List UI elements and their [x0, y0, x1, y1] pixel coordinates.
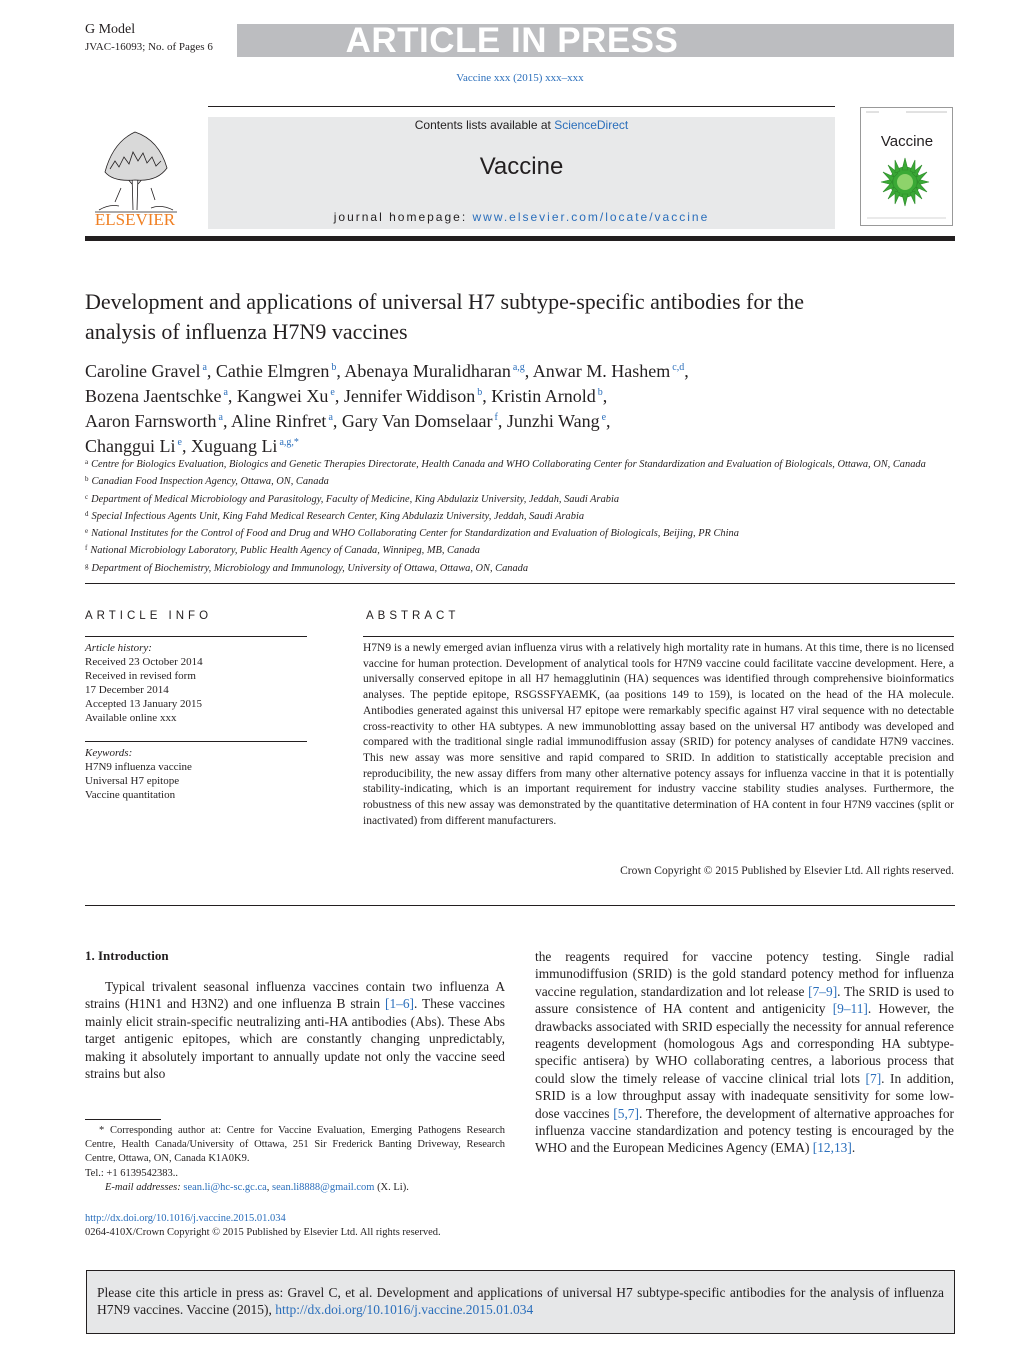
elsevier-tree-icon	[85, 114, 185, 228]
keyword-item: H7N9 influenza vaccine	[85, 761, 192, 773]
elsevier-wordmark: ELSEVIER	[94, 210, 176, 228]
affiliation-label: e	[85, 527, 89, 536]
body-text: . The SRID is used to assure consistence of HA content and antigenicity	[535, 983, 954, 1017]
cite-doi-link[interactable]: http://dx.doi.org/10.1016/j.vaccine.2015.01.034	[275, 1302, 534, 1317]
author-name[interactable]: Changgui Li	[85, 436, 176, 456]
masthead-top-rule	[208, 106, 835, 107]
journal-code	[85, 41, 213, 54]
email-link-1[interactable]: sean.li@hc-sc.gc.ca	[183, 1181, 267, 1193]
author-affiliation-marker[interactable]: a,g	[512, 362, 525, 373]
affiliation-label: f	[85, 544, 88, 553]
article-info-heading: ARTICLE INFO	[85, 610, 213, 622]
cite-this-article-box	[86, 1270, 955, 1334]
body-text: . However, the drawbacks associated with SRID especially the necessity for annual reference reagents development (homologous Ags and corresponding HA subtype-specific antisera) by WHO collaborating centres, a laborious process that could slow the timely release of vaccine clinical trial lots	[535, 1001, 954, 1086]
history-item: Received 23 October 2014	[85, 656, 203, 668]
author-affiliation-marker[interactable]: a	[218, 412, 223, 423]
affiliation-item	[85, 524, 955, 541]
affiliation-text: Centre for Biologics Evaluation, Biologics and Genetic Therapies Directorate, Health Canada and WHO Collaborating Center for Standardization and Evaluation of Biologicals, Ottawa, ON, Canada	[91, 459, 926, 470]
email-link-2[interactable]: sean.li8888@gmail.com	[272, 1181, 375, 1193]
article-in-press-banner: ARTICLE IN PRESS	[345, 21, 679, 60]
author-separator: ,	[336, 361, 345, 381]
affiliation-item	[85, 541, 955, 558]
author-separator: ,	[222, 411, 231, 431]
author-separator: ,	[606, 411, 611, 431]
affiliation-label: b	[85, 475, 89, 484]
affiliation-item	[85, 472, 955, 489]
author-separator: ,	[524, 361, 533, 381]
footnote-mark: *	[99, 1125, 105, 1136]
keywords-rule	[85, 741, 307, 742]
telephone: Tel.: +1 6139542383..	[85, 1167, 178, 1179]
masthead-bottom-rule	[85, 236, 955, 241]
keyword-item: Vaccine quantitation	[85, 789, 176, 801]
author-affiliation-marker[interactable]: a	[223, 387, 228, 398]
affiliation-label: g	[85, 561, 89, 570]
author-affiliation-marker[interactable]: f	[494, 412, 498, 423]
cover-title: Vaccine	[880, 133, 934, 150]
history-item: Received in revised form	[85, 670, 196, 682]
affiliation-item	[85, 507, 955, 524]
author-affiliation-marker[interactable]: e	[601, 412, 607, 423]
body-text: .	[851, 1140, 856, 1156]
body-text: . Therefore, the development of alternative approaches for influenza vaccine standardization and potency testing is encouraged by the WHO and the European Medicines Agency (EMA)	[535, 1105, 954, 1156]
author-separator: ,	[497, 411, 507, 431]
author-separator: ,	[602, 386, 608, 406]
elsevier-logo[interactable]	[85, 114, 185, 228]
journal-homepage	[208, 209, 835, 225]
author-affiliation-marker[interactable]: c,d	[672, 362, 685, 373]
affiliation-item	[85, 455, 955, 472]
affiliation-text: Department of Biochemistry, Microbiology and Immunology, University of Ottawa, Ottawa, ON, Canada	[91, 562, 529, 574]
author-affiliation-marker[interactable]: a	[202, 362, 207, 373]
affiliation-list	[85, 455, 955, 576]
vaccine-cover-icon	[861, 108, 952, 225]
citation-link[interactable]: [5,7]	[613, 1105, 639, 1121]
issn-copyright: 0264-410X/Crown Copyright © 2015 Published by Elsevier Ltd. All rights reserved.	[85, 1227, 441, 1239]
body-text: the reagents required for vaccine potency testing. Single radial immunodiffusion (SRID) is the gold standard potency method for influenza vaccine regulation, standardization and lot release	[535, 949, 954, 999]
affiliation-item	[85, 490, 955, 507]
author-name[interactable]: Kangwei Xu	[236, 386, 329, 406]
keyword-item: Universal H7 epitope	[85, 775, 180, 787]
keywords	[85, 746, 307, 802]
affiliation-text: National Institutes for the Control of Food and Drug and WHO Collaborating Center for Standardization and Evaluation of Biologicals, Beijing, PR China	[91, 528, 739, 540]
affiliation-text: Special Infectious Agents Unit, King Fahd Medical Research Center, King Abdulaziz University, Jeddah, Saudi Arabia	[91, 510, 585, 522]
author-separator: ,	[684, 361, 689, 381]
author-name[interactable]: Junzhi Wang	[506, 411, 600, 431]
author-name[interactable]: Bozena Jaentschke	[85, 386, 222, 406]
author-name[interactable]: Cathie Elmgren	[215, 361, 330, 381]
affiliation-item	[85, 559, 955, 576]
author-separator: ,	[206, 361, 216, 381]
author-affiliation-marker[interactable]: b	[331, 362, 337, 373]
page-count: No. of Pages 6	[148, 41, 213, 53]
contents-prefix: Contents lists available at	[414, 118, 551, 132]
corresponding-author-footnote: * Corresponding author at: Centre for Vaccine Evaluation, Emerging Pathogens Research Centre, Health Canada/University of Ottawa, 251 Sir Frederick Banting Driveway, Research Centre, Ottawa, ON, Canada K1A0K9. Tel.: +1 6139542383.. E-mail addresses: sean.li@hc-sc.gc.ca, sean.li8888@gmail.com (X. Li).	[85, 1125, 506, 1193]
doi-link[interactable]: http://dx.doi.org/10.1016/j.vaccine.2015.01.034	[85, 1213, 286, 1224]
contents-available	[208, 117, 835, 133]
citation-link[interactable]: [7–9]	[808, 983, 838, 999]
history-item: 17 December 2014	[85, 684, 169, 696]
author-separator: ,	[181, 436, 191, 456]
author-affiliation-marker[interactable]: b	[597, 387, 603, 398]
affiliation-text: Department of Medical Microbiology and Parasitology, Faculty of Medicine, King Abdulaziz University, Jeddah, Saudi Arabia	[91, 493, 620, 505]
author-name[interactable]: Aaron Farnsworth	[85, 411, 217, 431]
author-name[interactable]: Caroline Gravel	[85, 361, 201, 381]
abstract-text: H7N9 is a newly emerged avian influenza virus with a relatively high mortality rate in humans. At this time, there is no licensed vaccine for human protection. Development of analytical tools for H7N9 vaccine could facilitate vaccine development. Here, a universally conserved epitope in all H7 hemagglutinin (HA) sequences was identified through comprehensive bioinformatics analyses. The peptide epitope, RSGSSFYAEMK, (aa positions 149 to 159), is located on the head of the HA molecule. Antibodies generated against this universal H7 epitope were remarkably specific against H7 viral sequence with no detectable cross-reactivity to other HA subtypes. A new immunoblotting assay based on the universal H7 antibody was developed and compared with the traditional single radial immunodiffusion assay (SRID) for potency analyses of candidate H7N9 vaccines. This new assay was more sensitive and rapid compared to SRID. In addition to statistically acceptable precision and reproducibility, the new assay differs from many other alternative potency assays for influenza vaccine in that it is potentially stability-indicating, which is an important requirement for industry vaccine stability studies analyses. Furthermore, the robustness of this new assay was demonstrated by the quantitative determination of HA content in four H7N9 vaccines (split or inactivated) from different manufacturers.	[363, 642, 954, 827]
body-text: . These vaccines mainly elicit strain-specific neutralizing anti-HA antibodies (Abs). These Abs target antigenic epitopes, which are constantly changing unpredictably, making it absolutely important to annually update not only the vaccine seed strains but also	[85, 996, 505, 1082]
author-list	[85, 357, 955, 457]
author-separator: ,	[332, 411, 342, 431]
author-affiliation-marker[interactable]: a,g,*	[279, 437, 299, 448]
history-item: Available online xxx	[85, 712, 177, 724]
sciencedirect-link[interactable]: ScienceDirect	[554, 118, 629, 132]
affiliation-text: National Microbiology Laboratory, Public Health Agency of Canada, Winnipeg, MB, Canada	[90, 545, 480, 557]
section-heading: 1. Introduction	[85, 948, 169, 963]
author-separator: ,	[227, 386, 237, 406]
journal-code-id: JVAC-16093;	[85, 41, 146, 53]
journal-cover-thumbnail[interactable]	[860, 107, 953, 226]
author-name[interactable]: Jennifer Widdison	[343, 386, 476, 406]
author-name[interactable]: Xuguang Li	[190, 436, 278, 456]
citation-link[interactable]: [1–6]	[384, 996, 414, 1012]
author-separator: ,	[482, 386, 492, 406]
homepage-prefix: journal homepage:	[333, 210, 468, 224]
citation-link[interactable]: [12,13]	[812, 1140, 852, 1156]
section-rule	[85, 583, 955, 584]
g-model-label: G Model	[85, 22, 136, 37]
article-history	[85, 641, 307, 725]
journal-name: Vaccine	[479, 153, 564, 180]
body-column-left	[85, 978, 505, 1082]
body-rule	[85, 905, 955, 906]
author-name[interactable]: Kristin Arnold	[491, 386, 596, 406]
affiliation-label: a	[85, 458, 89, 466]
history-item: Accepted 13 January 2015	[85, 698, 202, 710]
abstract-copyright: Crown Copyright © 2015 Published by Elsevier Ltd. All rights reserved.	[620, 865, 954, 877]
author-name[interactable]: Abenaya Muralidharan	[344, 361, 511, 381]
body-text: . In addition, SRID is a low throughput assay with inadequate sensitivity for some low-dose vaccines	[535, 1070, 954, 1121]
footnote-rule	[85, 1119, 161, 1120]
cite-text: Please cite this article in press as: Gravel C, et al. Development and applications of universal H7 subtype-specific antibodies for the analysis of influenza H7N9 vaccines. Vaccine (2015),	[97, 1285, 944, 1317]
article-info-rule	[85, 636, 307, 637]
corresponding-text: Corresponding author at: Centre for Vaccine Evaluation, Emerging Pathogens Research Centre, Health Canada/University of Ottawa, 251 Sir Frederick Banting Driveway, Research Centre, Ottawa, ON, Canada K1A0K9.	[85, 1125, 506, 1165]
article-title: Development and applications of universal H7 subtype-specific antibodies for the analysis of influenza H7N9 vaccines	[85, 289, 805, 344]
history-label: Article history:	[85, 642, 152, 654]
author-affiliation-marker[interactable]: e	[330, 387, 335, 398]
author-name[interactable]: Aline Rinfret	[230, 411, 327, 431]
author-affiliation-marker[interactable]: e	[177, 437, 182, 448]
abstract-rule	[363, 636, 954, 637]
author-affiliation-marker[interactable]: a	[328, 412, 333, 423]
email-label: E-mail addresses:	[105, 1181, 181, 1193]
affiliation-label: c	[85, 492, 89, 501]
journal-citation[interactable]: Vaccine xxx (2015) xxx–xxx	[456, 72, 584, 84]
doi-block	[85, 1212, 505, 1240]
author-name[interactable]: Gary Van Domselaar	[341, 411, 493, 431]
author-affiliation-marker[interactable]: b	[477, 387, 483, 398]
body-column-right	[535, 948, 954, 1157]
affiliation-text: Canadian Food Inspection Agency, Ottawa, ON, Canada	[91, 476, 329, 488]
author-separator: ,	[334, 386, 344, 406]
citation-link[interactable]: [9–11]	[832, 1001, 868, 1017]
email-suffix: (X. Li).	[377, 1181, 409, 1193]
citation-link[interactable]: [7]	[865, 1070, 882, 1086]
affiliation-label: d	[85, 509, 89, 518]
body-text: Typical trivalent seasonal influenza vaccines contain two influenza A strains (H1N1 and H3N2) and one influenza B strain	[85, 979, 505, 1012]
homepage-link[interactable]: www.elsevier.com/locate/vaccine	[472, 210, 710, 224]
abstract-heading: ABSTRACT	[366, 610, 460, 622]
author-name[interactable]: Anwar M. Hashem	[532, 361, 671, 381]
keywords-label: Keywords:	[85, 747, 133, 759]
